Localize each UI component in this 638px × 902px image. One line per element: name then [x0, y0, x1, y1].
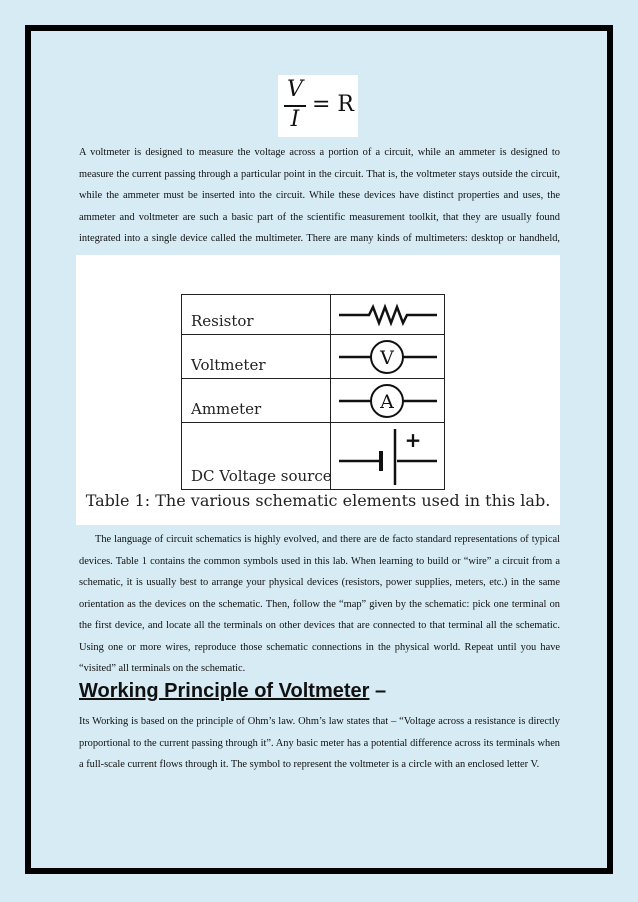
section-heading: [79, 680, 386, 703]
row-label: Ammeter: [191, 400, 262, 418]
heading-dash: –: [369, 680, 387, 702]
equation-rhs: = R: [312, 92, 354, 117]
voltmeter-icon: [331, 335, 444, 379]
table-row-ammeter: [182, 379, 444, 423]
heading-text: Working Principle of Voltmeter: [79, 680, 370, 702]
equation-denominator: I: [290, 107, 300, 132]
table-row-resistor: [182, 295, 444, 335]
schematics-paragraph: [79, 529, 560, 680]
schematic-table: [181, 294, 445, 490]
row-label: DC Voltage source: [191, 467, 332, 485]
plus-sign: +: [404, 428, 422, 452]
ammeter-icon: [331, 379, 444, 423]
resistor-icon: [331, 295, 444, 335]
row-label: Voltmeter: [191, 356, 266, 374]
equation-numerator: V: [287, 77, 303, 102]
voltmeter-letter: V: [380, 347, 394, 369]
table-row-voltmeter: [182, 335, 444, 379]
dc-voltage-source-icon: [331, 423, 444, 489]
schematic-table-figure: [76, 255, 560, 525]
table-caption: Table 1: The various schematic elements used in this lab.: [85, 491, 551, 510]
working-principle-paragraph: Its Working is based on the principle of Ohm’s law. Ohm’s law states that – “Voltage across a resistance is directly proportional to the current passing through it”. Any basic meter has a potential difference across its terminals when a full-scale current flows through it. The symbol to represent the voltmeter is a circle with an enclosed letter V.: [79, 716, 560, 770]
schematics-paragraph-text: The language of circuit schematics is highly evolved, and there are de facto standard representations of typical devices. Table 1 contains the common symbols used in this lab. When learning to build or “wire” a circuit from a schematic, it is usually best to arrange your physical devices (resistors, power supplies, meters, etc.) in the same orientation as the devices on the schematic. Then, follow the “map” given by the schematic: pick one terminal on the first device, and locate all the terminals on other devices that are connected to that terminal all the schematic. Using one or more wires, reproduce those schematic connections in the physical world. Repeat until you have “visited” all terminals on the schematic.: [79, 534, 560, 674]
ammeter-letter: A: [380, 391, 394, 413]
intro-paragraph: A voltmeter is designed to measure the voltage across a portion of a circuit, while an ammeter is designed to measure the current passing through a particular point in the circuit. That is, the voltmeter stays outside the circuit, while the ammeter must be inserted into the circuit. While these devices have distinct properties and uses, the ammeter and voltmeter are such a basic part of the scientific measurement toolkit, that they are usually found integrated into a single device called the multimeter. There are many kinds of multimeters: desktop or handheld,: [79, 147, 560, 244]
ohms-law-equation: [278, 75, 358, 137]
row-label: Resistor: [191, 312, 254, 330]
table-row-dc-source: [182, 423, 444, 489]
